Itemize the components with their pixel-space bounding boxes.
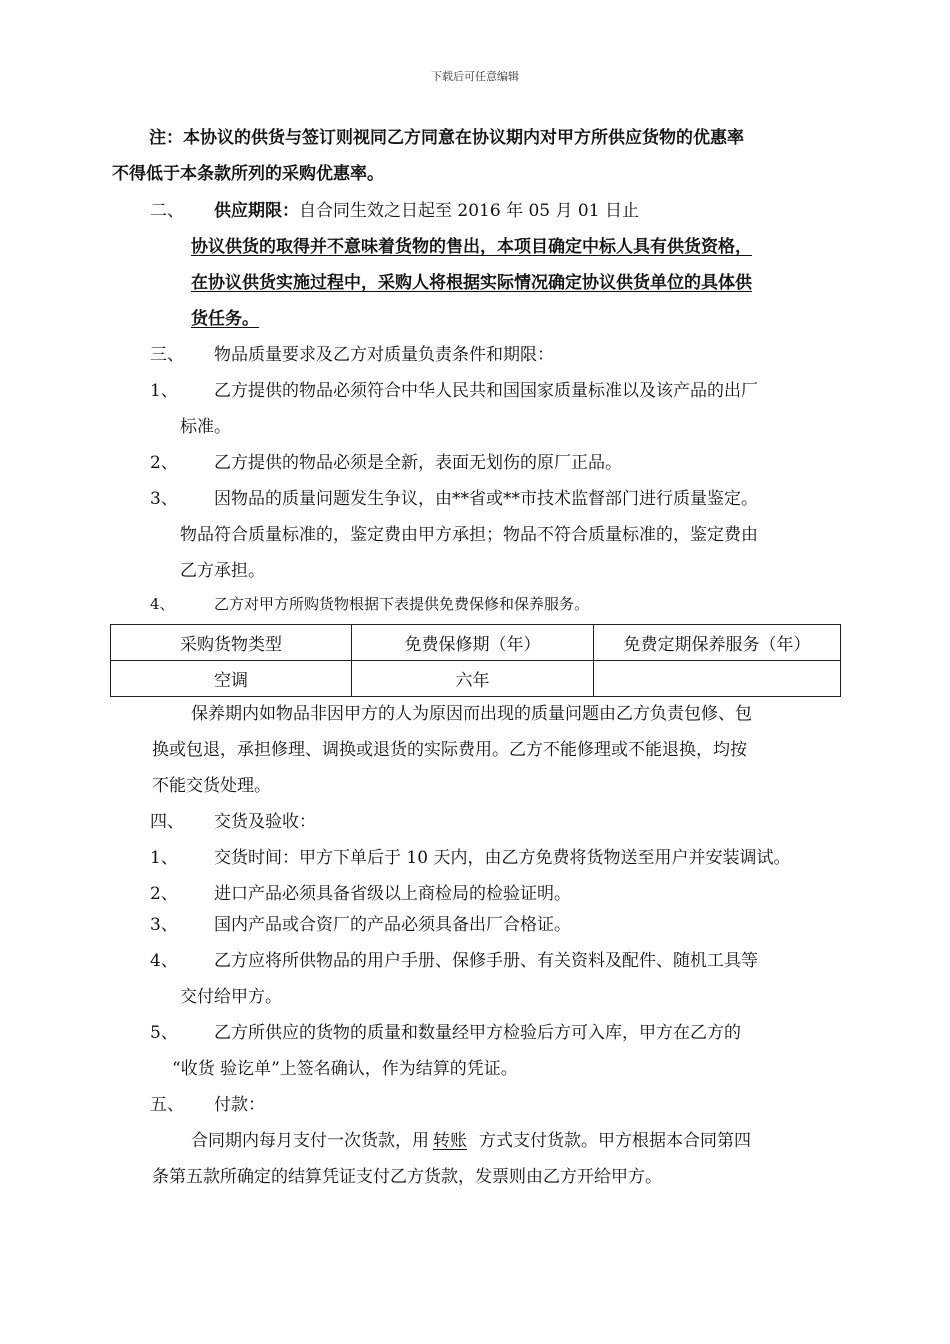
maintenance-line-3: 不能交货处理。 bbox=[152, 776, 271, 796]
s4-item3-line-1: 国内产品或合资厂的产品必须具备出厂合格证。 bbox=[214, 915, 571, 935]
table-header-cell: 免费保修期（年） bbox=[352, 625, 594, 661]
s3-item4-number: 4、 bbox=[150, 595, 175, 613]
s4-item3-number: 3、 bbox=[150, 915, 178, 935]
payment-text-post: 方式支付货款。甲方根据本合同第四 bbox=[479, 1131, 751, 1151]
s4-item5-line-1: 乙方所供应的货物的质量和数量经甲方检验后方可入库，甲方在乙方的 bbox=[214, 1023, 741, 1043]
section2-para-line-1: 协议供货的取得并不意味着货物的售出，本项目确定中标人具有供货资格， bbox=[191, 237, 752, 257]
table-header-cell: 免费定期保养服务（年） bbox=[594, 625, 841, 661]
warranty-table bbox=[110, 624, 841, 697]
payment-text-pre: 合同期内每月支付一次货款，用 bbox=[191, 1131, 429, 1151]
s4-item2-line-1: 进口产品必须具备省级以上商检局的检验证明。 bbox=[214, 884, 571, 904]
s4-item4-line-2: 交付给甲方。 bbox=[180, 987, 282, 1007]
payment-line-1 bbox=[191, 1130, 751, 1152]
s3-item4-line-1: 乙方对甲方所购货物根据下表提供免费保修和保养服务。 bbox=[214, 595, 590, 613]
s3-item1-line-1: 乙方提供的物品必须符合中华人民共和国国家质量标准以及该产品的出厂 bbox=[214, 381, 758, 401]
section2-para-line-2: 在协议供货实施过程中，采购人将根据实际情况确定协议供货单位的具体供 bbox=[191, 273, 752, 293]
s3-item3-line-3: 乙方承担。 bbox=[180, 561, 265, 581]
section4-number: 四、 bbox=[150, 812, 184, 832]
s3-item1-number: 1、 bbox=[150, 381, 178, 401]
s4-item4-number: 4、 bbox=[150, 951, 178, 971]
section5-number: 五、 bbox=[150, 1095, 184, 1115]
payment-line-2: 条第五款所确定的结算凭证支付乙方货款，发票则由乙方开给甲方。 bbox=[152, 1167, 662, 1187]
section2-label: 供应期限： bbox=[214, 201, 299, 221]
s4-item1-number: 1、 bbox=[150, 848, 178, 868]
section3-number: 三、 bbox=[150, 345, 184, 365]
table-cell: 六年 bbox=[352, 661, 594, 697]
s3-item3-number: 3、 bbox=[150, 489, 178, 509]
section2-number: 二、 bbox=[150, 201, 184, 221]
page-header: 下载后可任意编辑 bbox=[431, 70, 519, 83]
s3-item1-line-2: 标准。 bbox=[180, 417, 231, 437]
table-row bbox=[111, 661, 841, 697]
s3-item3-line-1: 因物品的质量问题发生争议，由**省或**市技术监督部门进行质量鉴定。 bbox=[214, 489, 758, 509]
payment-method: 转账 bbox=[433, 1131, 467, 1151]
s4-item1-line-1: 交货时间：甲方下单后于 10 天内，由乙方免费将货物送至用户并安装调试。 bbox=[214, 848, 791, 868]
section4-title: 交货及验收： bbox=[214, 812, 316, 832]
note-line-2: 不得低于本条款所列的采购优惠率。 bbox=[112, 164, 384, 184]
s4-item2-number: 2、 bbox=[150, 884, 178, 904]
table-header-row bbox=[111, 625, 841, 661]
section2-para-line-3: 货任务。 bbox=[191, 309, 259, 329]
s4-item4-line-1: 乙方应将所供物品的用户手册、保修手册、有关资料及配件、随机工具等 bbox=[214, 951, 758, 971]
s3-item2-line-1: 乙方提供的物品必须是全新，表面无划伤的原厂正品。 bbox=[214, 453, 622, 473]
section3-title: 物品质量要求及乙方对质量负责条件和期限： bbox=[214, 345, 554, 365]
s3-item3-line-2: 物品符合质量标准的，鉴定费由甲方承担；物品不符合质量标准的，鉴定费由 bbox=[180, 525, 758, 545]
section2-heading bbox=[214, 200, 639, 222]
section2-period: 自合同生效之日起至 2016 年 05 月 01 日止 bbox=[299, 201, 639, 221]
s3-item2-number: 2、 bbox=[150, 453, 178, 473]
table-header-cell: 采购货物类型 bbox=[111, 625, 352, 661]
table-cell bbox=[594, 661, 841, 697]
note-line-1: 注：本协议的供货与签订则视同乙方同意在协议期内对甲方所供应货物的优惠率 bbox=[149, 128, 744, 148]
table-cell: 空调 bbox=[111, 661, 352, 697]
s4-item5-number: 5、 bbox=[150, 1023, 178, 1043]
s4-item5-line-2: “收货 验讫单”上签名确认，作为结算的凭证。 bbox=[172, 1059, 518, 1079]
maintenance-line-2: 换或包退，承担修理、调换或退货的实际费用。乙方不能修理或不能退换，均按 bbox=[152, 740, 747, 760]
maintenance-line-1: 保养期内如物品非因甲方的人为原因而出现的质量问题由乙方负责包修、包 bbox=[191, 704, 752, 724]
section5-title: 付款： bbox=[214, 1095, 265, 1115]
